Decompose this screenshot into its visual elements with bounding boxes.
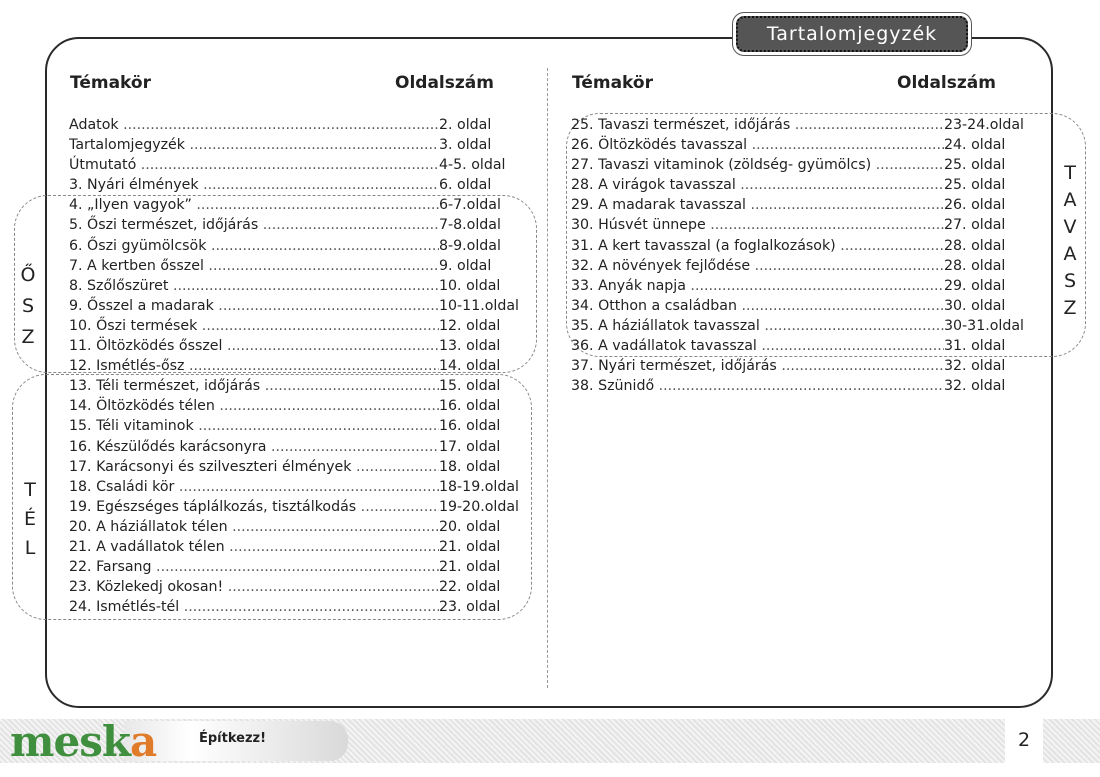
left-page-header: Oldalszám — [395, 73, 494, 93]
toc-entry-title: 9. Ősszel a madarak ..... — [69, 296, 439, 316]
toc-entry-title: 34. Otthon a családban ..... — [571, 296, 944, 316]
toc-entry-page: 30-31.oldal — [944, 317, 1024, 334]
toc-entry-title: 29. A madarak tavasszal ..... — [571, 195, 944, 215]
autumn-letter: S — [21, 295, 35, 317]
toc-entry-title: 17. Karácsonyi és szilveszteri élmények ..... — [69, 457, 439, 477]
toc-entry-page: 14. oldal — [439, 358, 501, 375]
toc-entry — [571, 296, 1024, 316]
toc-entry-page: 23. oldal — [439, 599, 501, 616]
toc-entry — [571, 356, 1024, 376]
autumn-letter: Ő — [20, 264, 36, 286]
right-page-header: Oldalszám — [897, 73, 996, 93]
toc-entry — [69, 396, 519, 416]
toc-entry — [571, 135, 1024, 155]
autumn-label — [16, 260, 40, 353]
left-toc-list — [69, 115, 519, 617]
toc-entry-title: 23. Közlekedj okosan! ..... — [69, 577, 439, 597]
toc-entry-title: 11. Öltözködés ősszel ..... — [69, 336, 439, 356]
spring-letter: A — [1063, 189, 1077, 211]
toc-entry — [69, 457, 519, 477]
toc-entry — [571, 276, 1024, 296]
toc-entry-title: 26. Öltözködés tavasszal ..... — [571, 135, 944, 155]
autumn-letter: Z — [21, 326, 35, 348]
toc-entry — [69, 316, 519, 336]
toc-entry-title: 30. Húsvét ünnepe ..... — [571, 215, 944, 235]
toc-entry-title: 28. A virágok tavasszal ..... — [571, 175, 944, 195]
toc-entry-page: 16. oldal — [439, 398, 501, 415]
toc-entry — [69, 477, 519, 497]
toc-entry-page: 12. oldal — [439, 317, 501, 334]
toc-entry — [571, 215, 1024, 235]
toc-entry — [571, 195, 1024, 215]
toc-entry — [69, 557, 519, 577]
toc-entry-title: 10. Őszi termések ..... — [69, 316, 439, 336]
toc-entry-page: 25. oldal — [944, 157, 1006, 174]
toc-entry-page: 16. oldal — [439, 418, 501, 435]
toc-entry-title: 24. Ismétlés-tél ..... — [69, 597, 439, 617]
spring-label — [1058, 160, 1082, 322]
toc-entry-page: 6-7.oldal — [439, 197, 501, 214]
toc-entry-page: 6. oldal — [439, 177, 492, 194]
meska-logo: meska — [10, 717, 157, 766]
toc-entry-title: 20. A háziállatok télen ..... — [69, 517, 439, 537]
toc-entry — [69, 276, 519, 296]
footer-tagline: Építkezz! — [199, 731, 267, 746]
toc-entry — [69, 115, 519, 135]
toc-entry-page: 17. oldal — [439, 438, 501, 455]
toc-entry-title: 7. A kertben ősszel ..... — [69, 256, 439, 276]
toc-entry-title: 37. Nyári természet, időjárás ..... — [571, 356, 944, 376]
toc-entry-page: 13. oldal — [439, 338, 501, 355]
toc-entry-page: 24. oldal — [944, 137, 1006, 154]
page-title: Tartalomjegyzék — [736, 16, 968, 52]
toc-entry-page: 32. oldal — [944, 378, 1006, 395]
column-divider — [547, 68, 548, 688]
toc-entry-title: Tartalomjegyzék ..... — [69, 135, 439, 155]
toc-entry — [69, 236, 519, 256]
toc-entry — [69, 135, 519, 155]
toc-entry-title: 12. Ismétlés-ősz ..... — [69, 356, 439, 376]
toc-entry-title: 35. A háziállatok tavasszal ..... — [571, 316, 944, 336]
toc-entry-page: 28. oldal — [944, 257, 1006, 274]
toc-entry — [69, 416, 519, 436]
toc-entry-page: 27. oldal — [944, 217, 1006, 234]
toc-entry-title: Útmutató ..... — [69, 155, 439, 175]
toc-entry-title: 15. Téli vitaminok ..... — [69, 416, 439, 436]
toc-entry — [571, 336, 1024, 356]
toc-entry-page: 19-20.oldal — [439, 498, 519, 515]
toc-entry — [571, 256, 1024, 276]
toc-entry-page: 4-5. oldal — [439, 157, 506, 174]
toc-entry-page: 29. oldal — [944, 277, 1006, 294]
toc-entry — [69, 517, 519, 537]
toc-entry — [69, 537, 519, 557]
toc-entry-title: 21. A vadállatok télen ..... — [69, 537, 439, 557]
toc-entry-page: 30. oldal — [944, 297, 1006, 314]
toc-entry-title: 25. Tavaszi természet, időjárás ..... — [571, 115, 944, 135]
winter-letter: L — [24, 537, 36, 559]
toc-entry — [69, 195, 519, 215]
toc-entry-title: Adatok ..... — [69, 115, 439, 135]
toc-entry-title: 13. Téli természet, időjárás ..... — [69, 376, 439, 396]
toc-entry-page: 21. oldal — [439, 559, 501, 576]
toc-entry-title: 19. Egészséges táplálkozás, tisztálkodás ..... — [69, 497, 439, 517]
toc-entry — [571, 155, 1024, 175]
toc-entry-page: 32. oldal — [944, 358, 1006, 375]
toc-entry — [69, 155, 519, 175]
toc-entry-page: 8-9.oldal — [439, 237, 501, 254]
toc-entry-title: 31. A kert tavasszal (a foglalkozások) ..... — [571, 236, 944, 256]
toc-entry-title: 16. Készülődés karácsonyra ..... — [69, 437, 439, 457]
toc-entry — [69, 376, 519, 396]
toc-entry-title: 38. Szünidő ..... — [571, 376, 944, 396]
toc-entry-title: 18. Családi kör ..... — [69, 477, 439, 497]
toc-entry-title: 3. Nyári élmények ..... — [69, 175, 439, 195]
toc-entry — [69, 296, 519, 316]
page-number: 2 — [1017, 729, 1031, 751]
toc-entry-title: 27. Tavaszi vitaminok (zöldség- gyümölcs) ..... — [571, 155, 944, 175]
toc-entry — [571, 316, 1024, 336]
toc-entry-title: 6. Őszi gyümölcsök ..... — [69, 236, 439, 256]
toc-entry-title: 5. Őszi természet, időjárás ..... — [69, 215, 439, 235]
toc-entry-page: 21. oldal — [439, 538, 501, 555]
toc-entry-page: 23-24.oldal — [944, 117, 1024, 133]
toc-entry-page: 20. oldal — [439, 518, 501, 535]
toc-entry-title: 36. A vadállatok tavasszal ..... — [571, 336, 944, 356]
toc-entry-page: 10-11.oldal — [439, 297, 519, 314]
toc-entry — [69, 597, 519, 617]
right-toc-list — [571, 115, 1024, 396]
toc-entry-title: 22. Farsang ..... — [69, 557, 439, 577]
toc-entry-page: 10. oldal — [439, 277, 501, 294]
toc-entry — [571, 236, 1024, 256]
left-topic-header: Témakör — [70, 73, 151, 93]
spring-letter: V — [1063, 216, 1077, 238]
toc-entry-page: 18-19.oldal — [439, 478, 519, 495]
toc-entry-title: 32. A növények fejlődése ..... — [571, 256, 944, 276]
winter-letter: T — [24, 479, 36, 501]
toc-entry-page: 26. oldal — [944, 197, 1006, 214]
toc-entry-page: 3. oldal — [439, 137, 492, 154]
winter-label — [18, 476, 42, 563]
toc-entry-page: 18. oldal — [439, 458, 501, 475]
toc-entry-title: 14. Öltözködés télen ..... — [69, 396, 439, 416]
toc-entry-page: 31. oldal — [944, 338, 1006, 355]
toc-entry-page: 28. oldal — [944, 237, 1006, 254]
toc-entry-page: 25. oldal — [944, 177, 1006, 194]
right-topic-header: Témakör — [572, 73, 653, 93]
toc-entry — [69, 256, 519, 276]
toc-entry-title: 4. „Ilyen vagyok” ..... — [69, 195, 439, 215]
toc-entry — [69, 437, 519, 457]
toc-entry — [571, 115, 1024, 135]
spring-letter: T — [1064, 162, 1076, 184]
toc-entry — [69, 356, 519, 376]
toc-entry-title: 33. Anyák napja ..... — [571, 276, 944, 296]
spring-letter: S — [1063, 270, 1077, 292]
spring-letter: Z — [1063, 297, 1077, 319]
toc-entry-title: 8. Szőlőszüret ..... — [69, 276, 439, 296]
winter-letter: É — [23, 508, 36, 530]
toc-entry — [69, 175, 519, 195]
toc-entry-page: 22. oldal — [439, 579, 501, 596]
toc-entry-page: 2. oldal — [439, 117, 492, 133]
toc-entry — [571, 175, 1024, 195]
toc-entry — [69, 497, 519, 517]
toc-entry — [69, 336, 519, 356]
spring-letter: A — [1063, 243, 1077, 265]
toc-entry — [69, 215, 519, 235]
toc-entry-page: 9. oldal — [439, 257, 492, 274]
toc-entry-page: 7-8.oldal — [439, 217, 501, 234]
toc-entry — [571, 376, 1024, 396]
toc-entry — [69, 577, 519, 597]
toc-entry-page: 15. oldal — [439, 378, 501, 395]
